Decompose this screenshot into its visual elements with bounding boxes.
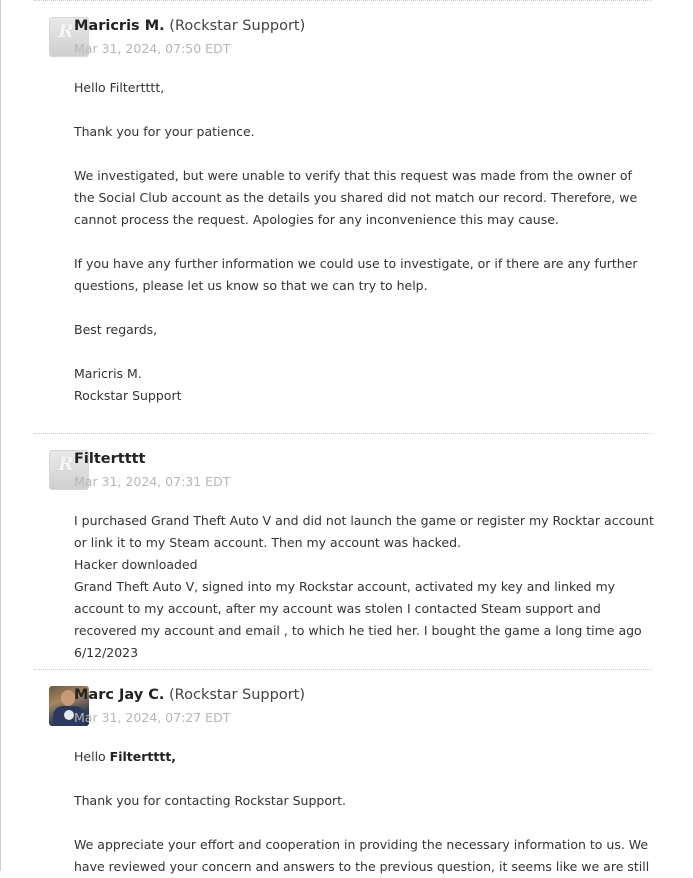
comment-line: Hacker downloaded xyxy=(74,557,198,572)
comment-line: Grand Theft Auto V, signed into my Rockstar account, activated my key and linked my account to my account, after my account was stolen I contacted Steam support and recovered my account and email , to which he tied her. I bought the game a long time ago 6/12/2023 xyxy=(74,579,642,660)
comment-paragraph: Thank you for contacting Rockstar Support. xyxy=(74,793,346,808)
window-edge xyxy=(0,0,1,871)
greeting-text: Hello xyxy=(74,749,110,764)
comment-header xyxy=(74,670,652,725)
comment-date: Mar 31, 2024, 07:27 EDT xyxy=(74,710,231,725)
comment-filtertttt xyxy=(34,434,652,669)
author-role: (Rockstar Support) xyxy=(169,18,306,34)
author-name: Filtertttt xyxy=(74,451,146,467)
comment-paragraph: Best regards, xyxy=(74,322,158,337)
comment-line: I purchased Grand Theft Auto V and did not launch the game or register my Rocktar account or link it to my Steam account. Then my account was hacked. xyxy=(74,513,654,550)
ticket-thread xyxy=(34,0,654,874)
comment-paragraph: We appreciate your effort and cooperation in providing the necessary information to us. We have reviewed your concern and answers to the previous question, it seems like we are still xyxy=(74,837,650,874)
comment-date: Mar 31, 2024, 07:31 EDT xyxy=(74,474,231,489)
comment-paragraph: If you have any further information we could use to investigate, or if there are any further questions, please let us know so that we can try to help. xyxy=(74,256,638,293)
comment-body xyxy=(74,714,654,878)
comment-paragraph: Thank you for your patience. xyxy=(74,124,255,139)
comment-header xyxy=(74,434,652,489)
author-name: Marc Jay C. xyxy=(74,687,165,703)
rockstar-logo-icon: R xyxy=(58,453,74,475)
comment-body xyxy=(74,478,654,664)
comment-body xyxy=(74,45,654,407)
signature-team: Rockstar Support xyxy=(74,388,182,403)
comment-maricris xyxy=(34,1,652,433)
comment-paragraph: Hello Filtertttt, xyxy=(74,80,165,95)
rockstar-logo-icon: R xyxy=(58,20,74,42)
author-role: (Rockstar Support) xyxy=(169,687,306,703)
author-name: Maricris M. xyxy=(74,18,165,34)
comment-greeting xyxy=(74,746,654,768)
greeting-recipient: Filtertttt, xyxy=(109,749,177,764)
comment-author xyxy=(74,450,146,468)
comment-author xyxy=(74,686,305,704)
comment-date: Mar 31, 2024, 07:50 EDT xyxy=(74,41,231,56)
comment-paragraph: We investigated, but were unable to verify that this request was made from the owner of the Social Club account as the details you shared did not match our record. Therefore, we cannot process the request. Apologies for any inconvenience this may cause. xyxy=(74,168,638,227)
comment-header xyxy=(74,1,652,56)
comment-author xyxy=(74,17,305,35)
comment-marc-jay xyxy=(34,670,652,874)
signature-name: Maricris M. xyxy=(74,366,142,381)
